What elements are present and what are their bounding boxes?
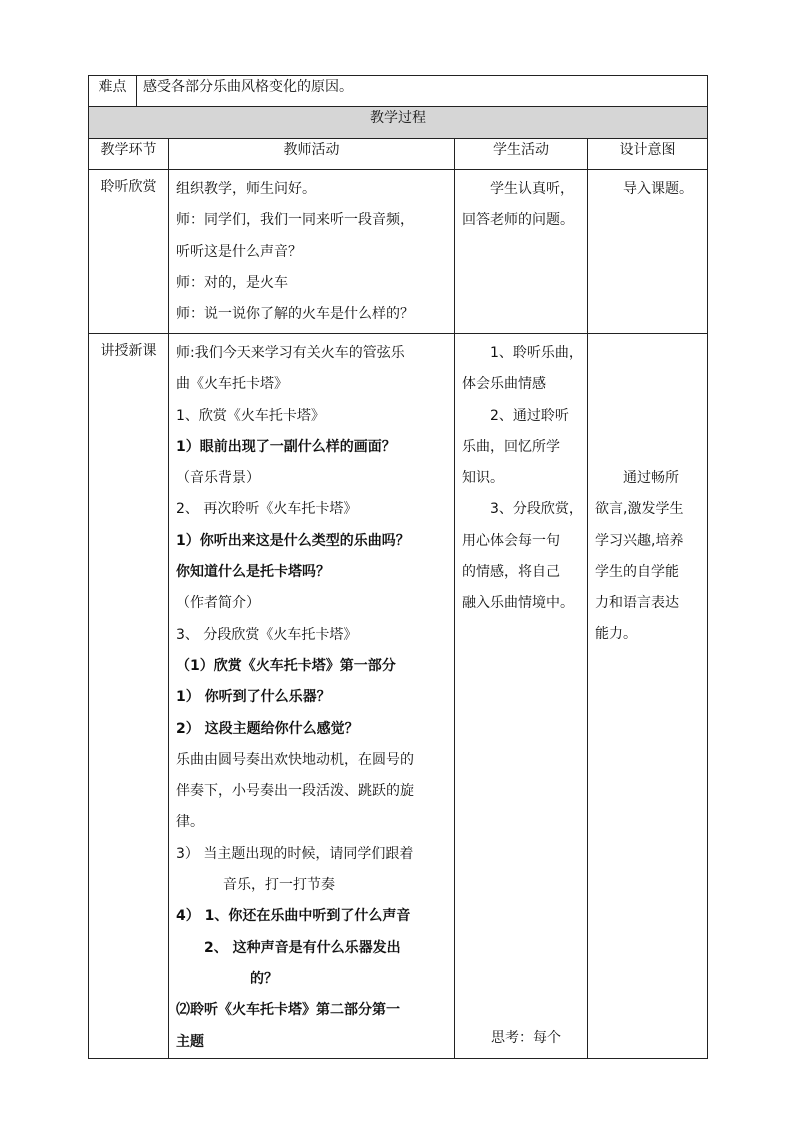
lecture-teacher-line: 1、欣赏《火车托卡塔》 (176, 407, 325, 424)
lecture-teacher-line: （音乐背景） (176, 470, 260, 487)
lecture-teacher-line: （作者简介） (176, 595, 260, 612)
lecture-teacher-line: 2） 这段主题给你什么感觉？ (176, 720, 359, 737)
lecture-teacher-line: 3、 分段欣赏《火车托卡塔》 (176, 626, 358, 643)
lecture-teacher-cell (169, 334, 455, 1059)
listening-teacher-line: 师：说一说你了解的火车是什么样的？ (176, 306, 414, 323)
lecture-student-cell (455, 334, 588, 1059)
difficulty-row (89, 76, 708, 107)
lecture-design-line: 欲言,激发学生 (595, 501, 684, 518)
lecture-student-line: 的情感，将自己 (462, 564, 560, 581)
lecture-design-line: 学习兴趣,培养 (595, 532, 684, 549)
lecture-teacher-line: 你知道什么是托卡塔吗？ (176, 564, 330, 581)
lecture-student-line: 融入乐曲情境中。 (462, 595, 574, 612)
lecture-student-line: 用心体会每一句 (462, 532, 560, 549)
listening-teacher-line: 听听这是什么声音？ (176, 243, 302, 260)
lecture-teacher-line: 乐曲由圆号奏出欢快地动机，在圆号的 (176, 751, 414, 768)
header-row (89, 139, 708, 170)
header-student: 学生活动 (455, 139, 588, 170)
lecture-teacher-line: 1） 你听到了什么乐器？ (176, 689, 331, 706)
listening-student-line: 学生认真听， (490, 181, 574, 197)
header-teacher: 教师活动 (169, 139, 455, 170)
listening-student-line: 回答老师的问题。 (462, 212, 574, 229)
lecture-design-line: 能力。 (595, 626, 637, 643)
lecture-teacher-line: 4） 1、你还在乐曲中听到了什么声音 (176, 908, 411, 925)
lecture-teacher-line: 音乐，打一打节奏 (223, 877, 335, 894)
lecture-student-line: 体会乐曲情感 (462, 376, 546, 393)
process-title: 教学过程 (89, 107, 708, 139)
lecture-student-line: 1、聆听乐曲， (490, 345, 583, 361)
lecture-student-line: 思考：每个 (491, 1029, 561, 1046)
design-spacer (595, 338, 703, 463)
listening-student-cell (455, 170, 588, 334)
lecture-teacher-line: 师:我们今天来学习有关火车的管弦乐 (176, 345, 405, 361)
lecture-design-cell (588, 334, 708, 1059)
lecture-teacher-line: 主题 (176, 1033, 204, 1050)
listening-design-text: 导入课题。 (623, 181, 693, 197)
lecture-design-line: 通过畅所 (623, 470, 679, 486)
listening-teacher-line: 组织教学，师生问好。 (176, 181, 316, 197)
lecture-teacher-line: 律。 (176, 814, 204, 831)
lecture-teacher-line: 1）你听出来这是什么类型的乐曲吗？ (176, 532, 410, 549)
difficulty-label: 难点 (89, 76, 137, 107)
lecture-student-line: 2、通过聆听 (490, 407, 569, 424)
lecture-design-line: 力和语言表达 (595, 595, 679, 612)
listening-teacher-line: 师：同学们，我们一同来听一段音频， (176, 212, 414, 229)
header-design: 设计意图 (588, 139, 708, 170)
lecture-teacher-line: 2、 再次聆听《火车托卡塔》 (176, 501, 358, 518)
listening-teacher-cell (169, 170, 455, 334)
lecture-teacher-line: （1）欣赏《火车托卡塔》第一部分 (176, 657, 396, 674)
header-stage: 教学环节 (89, 139, 169, 170)
lecture-teacher-line: 伴奏下，小号奏出一段活泼、跳跃的旋 (176, 783, 414, 800)
lesson-plan-table (88, 75, 708, 1059)
listening-row (89, 170, 708, 334)
listening-teacher-line: 师：对的，是火车 (176, 274, 288, 291)
lecture-teacher-line: 2、 这种声音是有什么乐器发出 (204, 939, 401, 956)
lecture-stage: 讲授新课 (89, 334, 169, 1059)
process-title-row (89, 107, 708, 139)
difficulty-text: 感受各部分乐曲风格变化的原因。 (137, 76, 708, 107)
lecture-student-line: 乐曲，回忆所学 (462, 438, 560, 455)
lecture-teacher-line: 3） 当主题出现的时候，请同学们跟着 (176, 845, 414, 862)
lecture-student-line: 3、分段欣赏， (490, 501, 583, 518)
lecture-student-line: 知识。 (462, 470, 504, 487)
lecture-teacher-line: 的？ (250, 970, 278, 987)
lecture-row (89, 334, 708, 1059)
listening-stage: 聆听欣赏 (89, 170, 169, 334)
listening-design-cell (588, 170, 708, 334)
lecture-teacher-line: 1）眼前出现了一副什么样的画面？ (176, 438, 396, 455)
lecture-teacher-line: ⑵聆听《火车托卡塔》第二部分第一 (176, 1002, 400, 1019)
lecture-teacher-line: 曲《火车托卡塔》 (176, 376, 288, 393)
lecture-design-line: 学生的自学能 (595, 563, 679, 580)
